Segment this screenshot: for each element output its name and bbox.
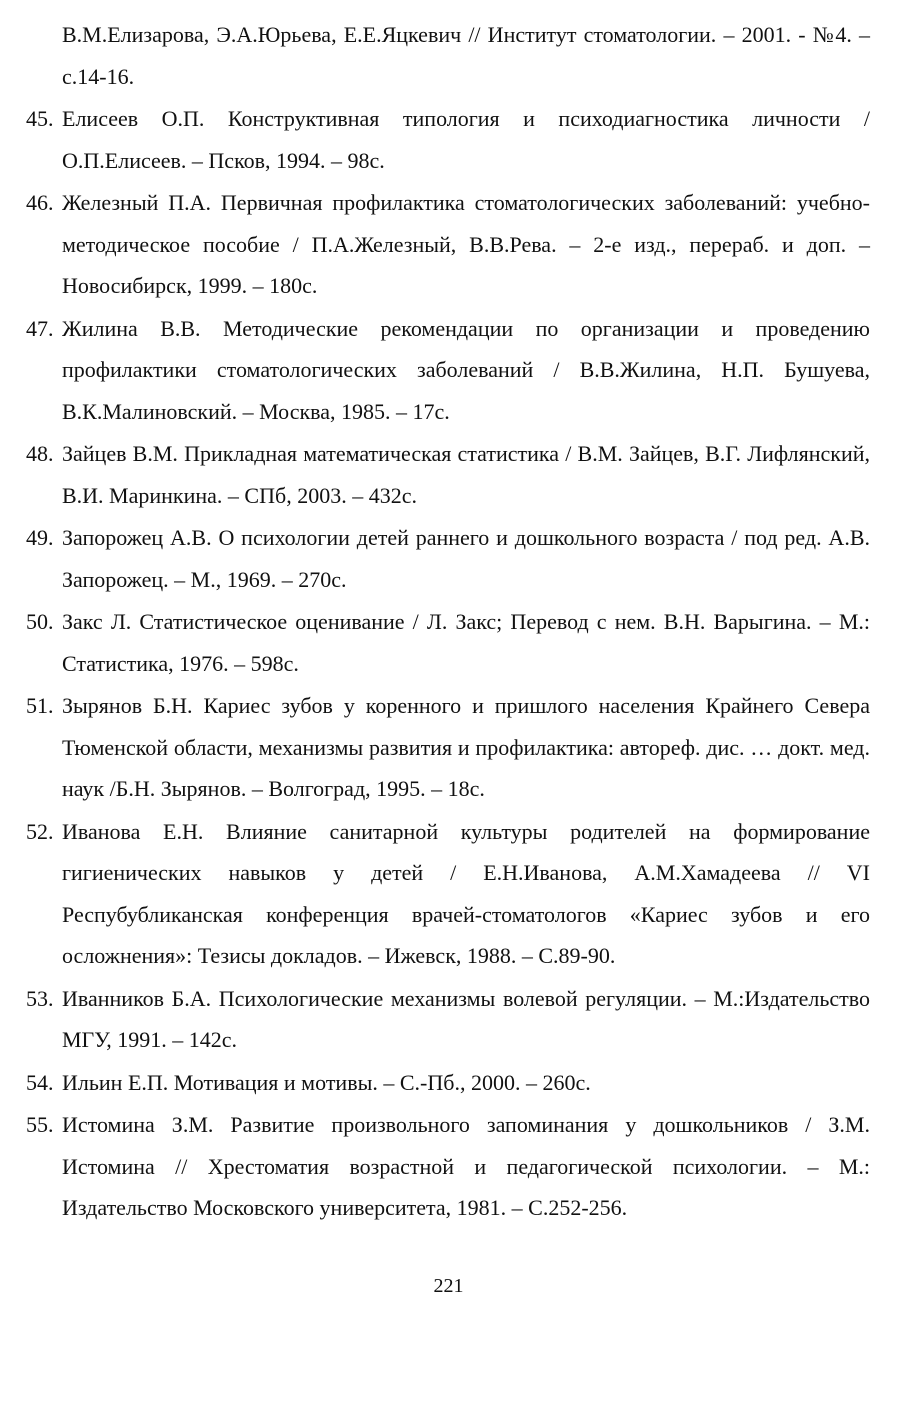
reference-text: Зайцев В.М. Прикладная математическая статистика / В.М. Зайцев, В.Г. Лифлянский, В.И. Маринкина. – СПб, 2003. – 432с. xyxy=(62,441,870,508)
reference-text: Запорожец А.В. О психологии детей раннего и дошкольного возраста / под ред. А.В. Запорожец. – М., 1969. – 270с. xyxy=(62,525,870,592)
reference-number: 54. xyxy=(26,1069,54,1095)
reference-text: Иванников Б.А. Психологические механизмы волевой регуляции. – М.:Издательство МГУ, 1991. – 142с. xyxy=(62,985,870,1052)
page-number: 221 xyxy=(433,1275,464,1297)
reference-number: 47. xyxy=(26,315,54,341)
reference-list xyxy=(26,14,870,1230)
reference-item-49 xyxy=(26,517,870,600)
reference-item-52 xyxy=(26,811,870,977)
reference-continuation xyxy=(26,14,870,97)
reference-number: 55. xyxy=(26,1112,54,1137)
reference-item-51 xyxy=(26,685,870,810)
reference-item-54 xyxy=(26,1062,870,1104)
reference-number: 46. xyxy=(26,190,54,215)
reference-number: 50. xyxy=(26,609,54,634)
reference-item-53 xyxy=(26,978,870,1061)
reference-text: Жилина В.В. Методические рекомендации по организации и проведению профилактики стоматологических заболеваний / В.В.Жилина, Н.П. Бушуева, В.К.Малиновский. – Москва, 1985. – 17с. xyxy=(62,315,870,424)
reference-item-48 xyxy=(26,433,870,516)
reference-item-45 xyxy=(26,98,870,181)
reference-text: В.М.Елизарова, Э.А.Юрьева, Е.Е.Яцкевич // Институт стоматологии. – 2001. - №4. – с.14-16. xyxy=(62,22,870,89)
reference-number: 49. xyxy=(26,525,54,550)
reference-number: 48. xyxy=(26,441,54,466)
reference-number: 53. xyxy=(26,985,54,1011)
reference-text: Железный П.А. Первичная профилактика стоматологических заболеваний: учебно-методическое пособие / П.А.Железный, В.В.Рева. – 2-е изд., перераб. и доп. – Новосибирск, 1999. – 180с. xyxy=(62,190,870,298)
reference-item-55 xyxy=(26,1104,870,1229)
reference-text: Закс Л. Статистическое оценивание / Л. Закс; Перевод с нем. В.Н. Варыгина. – М.: Статистика, 1976. – 598с. xyxy=(62,609,870,676)
reference-text: Иванова Е.Н. Влияние санитарной культуры родителей на формирование гигиенических навыков у детей / Е.Н.Иванова, А.М.Хамадеева // VI Респубубликанская конференция врачей-стоматологов «Кариес зубов и его осложнения»: Тезисы докладов. – Ижевск, 1988. – С.89-90. xyxy=(62,818,870,968)
reference-item-47 xyxy=(26,308,870,433)
reference-number: 45. xyxy=(26,106,54,131)
reference-number: 52. xyxy=(26,818,54,844)
reference-number: 51. xyxy=(26,693,54,718)
reference-text: Елисеев О.П. Конструктивная типология и психодиагностика личности / О.П.Елисеев. – Псков, 1994. – 98с. xyxy=(62,106,870,173)
reference-text: Ильин Е.П. Мотивация и мотивы. – С.-Пб., 2000. – 260с. xyxy=(62,1069,591,1095)
reference-item-50 xyxy=(26,601,870,684)
reference-text: Зырянов Б.Н. Кариес зубов у коренного и пришлого населения Крайнего Севера Тюменской области, механизмы развития и профилактика: автореф. дис. … докт. мед. наук /Б.Н. Зырянов. – Волгоград, 1995. – 18с. xyxy=(62,693,870,801)
reference-text: Истомина З.М. Развитие произвольного запоминания у дошкольников / З.М. Истомина // Хрестоматия возрастной и педагогической психологии. – М.: Издательство Московского университета, 1981. – С.252-256. xyxy=(62,1112,870,1220)
reference-item-46 xyxy=(26,182,870,307)
